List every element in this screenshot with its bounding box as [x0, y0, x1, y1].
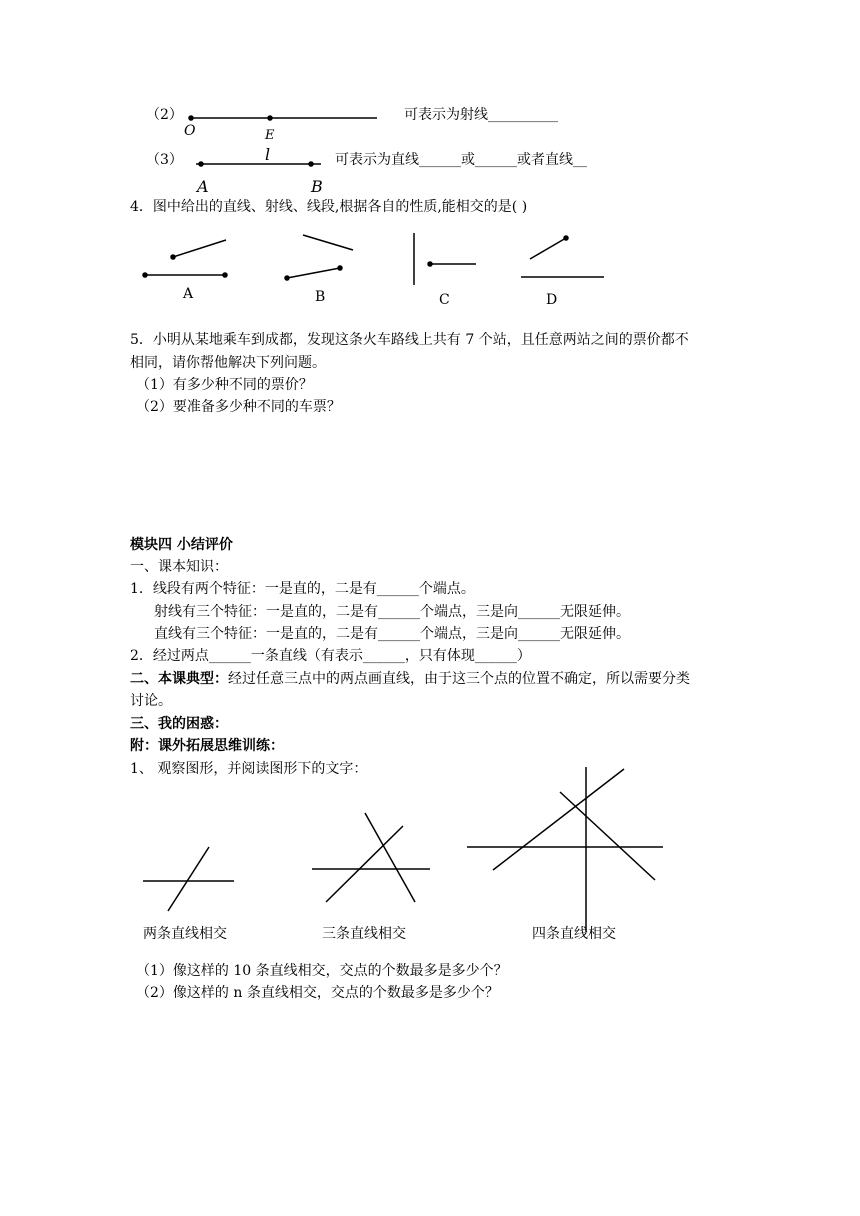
caption-four-lines: 四条直线相交 — [532, 926, 616, 942]
point-e — [268, 116, 272, 120]
point-a — [199, 162, 203, 166]
q5-line1: 5．小明从某地乘车到成都，发现这条火车路线上共有 7 个站，且任意两站之间的票价都不 — [130, 332, 689, 348]
q4-option-b: B — [315, 289, 326, 305]
q4-option-d: D — [546, 292, 558, 308]
knowledge-2: 2．经过两点______一条直线（有表示______，只有体现______） — [130, 648, 531, 664]
q3-part2-number: （2） — [146, 107, 183, 123]
q4-figure-a — [143, 240, 227, 277]
four-lines-figure — [467, 767, 663, 932]
three-lines-figure — [312, 813, 430, 902]
q4-figure-c — [414, 233, 476, 285]
module4-title: 模块四 小结评价 — [130, 537, 233, 553]
knowledge-1b: 射线有三个特征：一是直的，二是有______个端点，三是向______无限延伸。 — [154, 604, 630, 620]
exercise-1-q1: （1）像这样的 10 条直线相交，交点的个数最多是多少个？ — [136, 963, 508, 979]
point-o — [189, 116, 193, 120]
q4-figure-b — [285, 235, 353, 280]
part2-text2: 讨论。 — [130, 693, 172, 709]
q3-part3-text: 可表示为直线______或______或者直线__ — [335, 152, 587, 168]
part1-heading: 一、课本知识： — [130, 559, 228, 575]
knowledge-1: 1．线段有两个特征：一是直的，二是有______个端点。 — [130, 581, 475, 597]
part2-text: 经过任意三点中的两点画直线，由于这三个点的位置不确定，所以需要分类 — [228, 671, 690, 687]
q5-sub1: （1）有多少种不同的票价？ — [136, 377, 313, 393]
q5-sub2: （2）要准备多少种不同的车票？ — [136, 399, 341, 415]
exercise-1: 1、 观察图形，并阅读图形下的文字： — [130, 761, 368, 777]
q3-part2-text: 可表示为射线__________ — [404, 107, 558, 123]
q5-line2: 相同，请你帮他解决下列问题。 — [130, 355, 326, 371]
part2-heading: 二、本课典型： — [130, 671, 228, 687]
ray-figure — [189, 116, 377, 120]
q4-option-a: A — [183, 286, 194, 302]
q4-option-c: C — [439, 292, 450, 308]
two-lines-figure — [143, 847, 234, 911]
label-b: B — [311, 177, 323, 196]
q3-part3-number: （3） — [146, 152, 183, 168]
part3-heading: 三、我的困惑： — [130, 716, 228, 732]
point-b — [309, 162, 313, 166]
caption-three-lines: 三条直线相交 — [322, 926, 406, 942]
q4-figure-d — [521, 236, 604, 277]
label-o: O — [184, 123, 196, 139]
label-l: l — [265, 145, 271, 164]
caption-two-lines: 两条直线相交 — [143, 926, 227, 942]
line-figure — [196, 162, 321, 166]
q4-question: 4．图中给出的直线、射线、线段,根据各自的性质,能相交的是( ) — [130, 199, 528, 215]
label-a: A — [197, 177, 209, 196]
appendix-heading: 附：课外拓展思维训练： — [130, 738, 284, 754]
exercise-1-q2: （2）像这样的 n 条直线相交，交点的个数最多是多少个？ — [136, 985, 499, 1001]
knowledge-1c: 直线有三个特征：一是直的，二是有______个端点，三是向______无限延伸。 — [154, 626, 630, 642]
label-e: E — [265, 128, 275, 143]
